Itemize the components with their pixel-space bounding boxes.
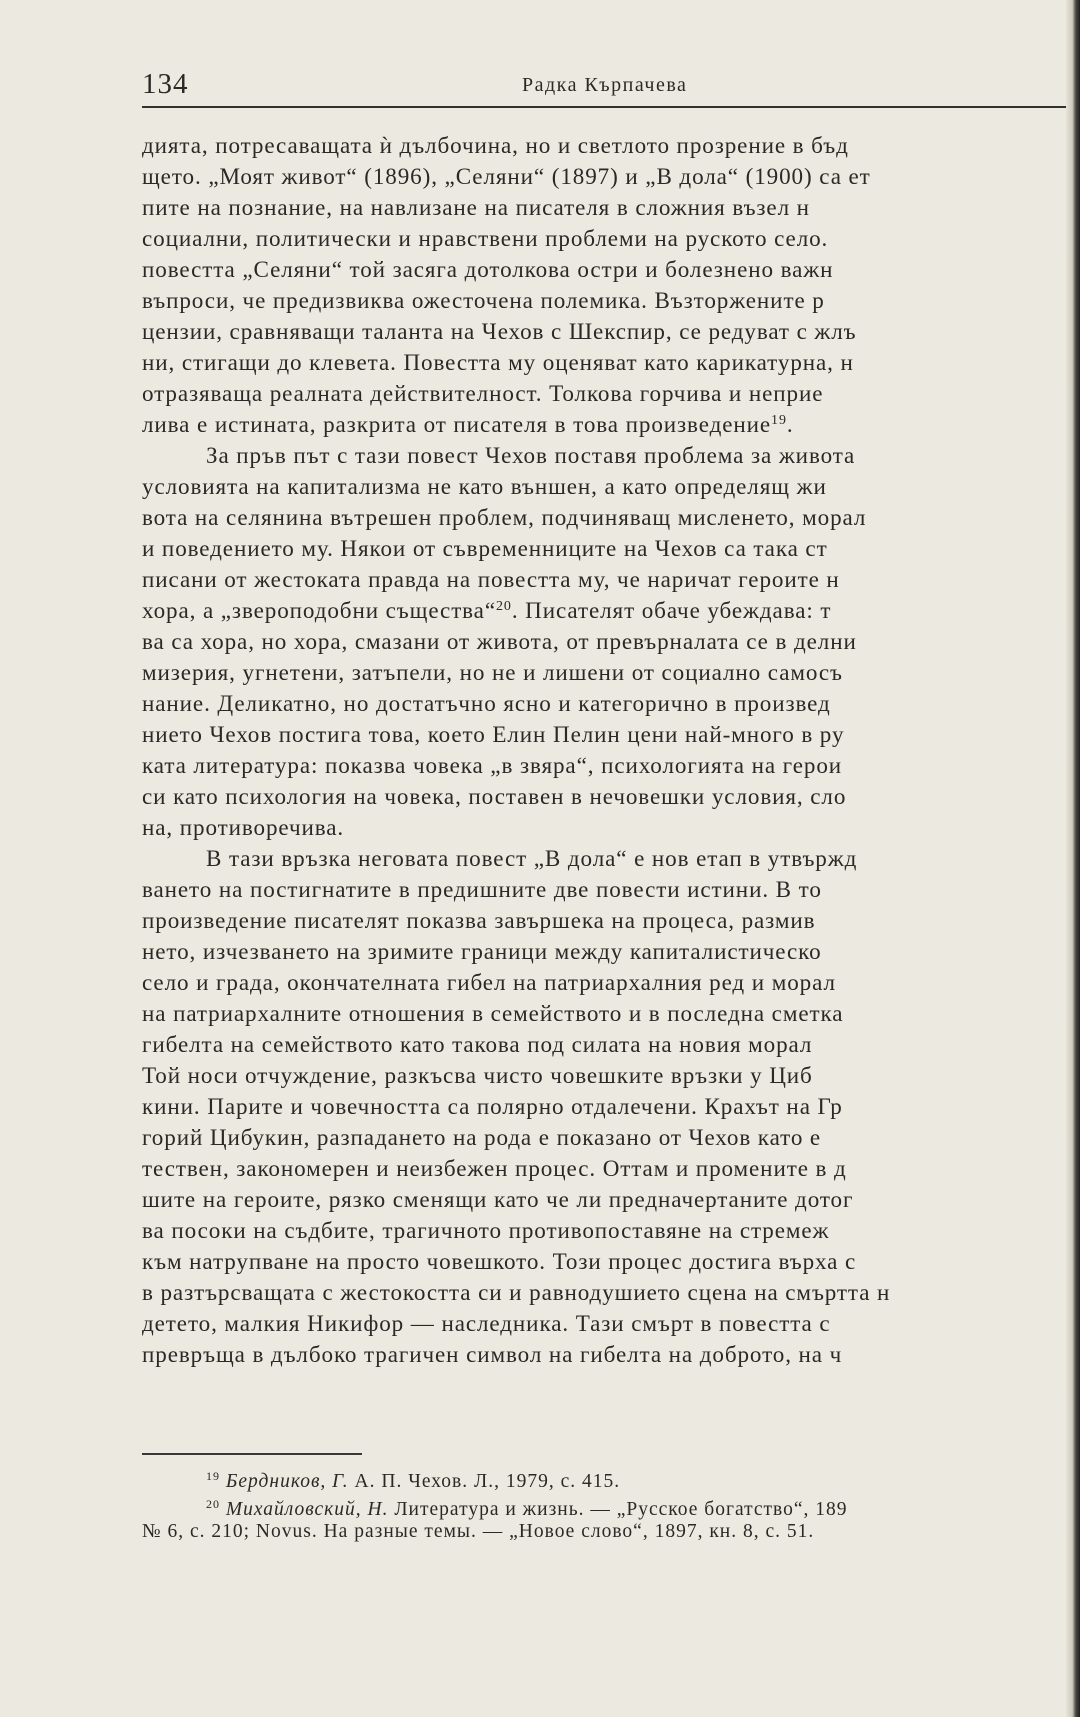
text-line: нето, изчезването на зримите граници между капиталистическо	[142, 938, 822, 964]
text-line: нание. Деликатно, но достатъчно ясно и категорично в произвед	[142, 690, 831, 716]
running-head: Радка Кърпачева	[522, 74, 688, 96]
text-line: повестта „Селяни“ той засяга дотолкова остри и болезнено важн	[142, 256, 834, 282]
text-line: ването на постигнатите в предишните две повести истини. В то	[142, 876, 822, 902]
text-line: ката литература: показва човека „в звяра“, психологията на герои	[142, 752, 843, 778]
text-line: писани от жестоката правда на повестта му, че наричат героите н	[142, 566, 840, 592]
text-line-tail: .	[786, 411, 794, 437]
text-line: си като психология на човека, поставен в нечовешки условия, сло	[142, 783, 847, 809]
footnote-20	[142, 1490, 1067, 1518]
text-line: село и града, окончателната гибел на патриархалния ред и морал	[142, 969, 836, 995]
text-line: ва посоки на съдбите, трагичното противопоставяне на стремеж	[142, 1217, 830, 1243]
footnote-rule	[142, 1453, 362, 1455]
footnotes	[142, 1462, 1067, 1546]
text-line-content: лива е истината, разкрита от писателя в това произведение	[142, 411, 772, 437]
page-edge-shadow	[1066, 0, 1080, 1717]
text-line: горий Цибукин, разпадането на рода е показано от Чехов като е	[142, 1124, 822, 1150]
text-line: и поведението му. Някои от съвременниците на Чехов са така ст	[142, 535, 828, 561]
footnote-text: А. П. Чехов. Л., 1979, с. 415.	[348, 1471, 621, 1492]
text-line: пите на познание, на навлизане на писателя в сложния възел н	[142, 194, 810, 220]
text-line: мизерия, угнетени, затъпели, но не и лишени от социално самосъ	[142, 659, 843, 685]
text-line	[142, 409, 1067, 440]
text-line: ни, стигащи до клевета. Повестта му оценяват като карикатурна, н	[142, 349, 854, 375]
paragraph-start-line: За пръв път с тази повест Чехов поставя проблема за живота	[206, 442, 856, 468]
text-line: на, противоречива.	[142, 814, 345, 840]
text-line: цензии, сравняващи таланта на Чехов с Шекспир, се редуват с жлъ	[142, 318, 857, 344]
footnote-number: 20	[206, 1497, 220, 1511]
text-line: вота на селянина вътрешен проблем, подчиняващ мисленето, морал	[142, 504, 867, 530]
text-line: социални, политически и нравствени проблеми на руското село.	[142, 225, 829, 251]
footnote-ref-19[interactable]: 19	[771, 413, 787, 428]
text-line: тествен, закономерен и неизбежен процес. Оттам и промените в д	[142, 1155, 847, 1181]
header-rule	[142, 106, 1066, 108]
text-line: нието Чехов постига това, което Елин Пелин цени най-много в ру	[142, 721, 845, 747]
footnote-author: Михайловский, Н.	[225, 1499, 389, 1520]
text-line: отразяваща реалната действителност. Толкова горчива и неприе	[142, 380, 824, 406]
footnote-number: 19	[206, 1469, 220, 1483]
page-header	[0, 68, 1080, 104]
text-line: на патриархалните отношения в семейството и в последна сметка	[142, 1000, 844, 1026]
footnote-author: Бердников, Г.	[225, 1471, 349, 1492]
text-line: кини. Парите и човечността са полярно отдалечени. Крахът на Гр	[142, 1093, 843, 1119]
text-line-content: хора, а „звероподобни същества“	[142, 597, 496, 623]
footnote-text: Литература и жизнь. — „Русское богатство“, 189	[388, 1499, 848, 1520]
text-line: ва са хора, но хора, смазани от живота, от превърналата се в делни	[142, 628, 857, 654]
text-line: детето, малкия Никифор — наследника. Тази смърт в повестта с	[142, 1310, 831, 1336]
body-text	[142, 130, 1067, 1370]
text-line: Той носи отчуждение, разкъсва чисто човешките връзки у Циб	[142, 1062, 813, 1088]
text-line	[142, 595, 1067, 626]
text-line: шите на героите, рязко сменящи като че ли предначертаните дотог	[142, 1186, 854, 1212]
text-line: въпроси, че предизвиква ожесточена полемика. Възторжените р	[142, 287, 825, 313]
text-line: в разтърсващата с жестокостта си и равнодушието сцена на смъртта н	[142, 1279, 891, 1305]
footnote-19	[142, 1462, 1067, 1490]
text-line: дията, потресаващата ѝ дълбочина, но и светлото прозрение в бъд	[142, 132, 849, 158]
text-line: условията на капитализма не като външен, а като определящ жи	[142, 473, 827, 499]
text-line: произведение писателят показва завършека на процеса, размив	[142, 907, 816, 933]
text-line-tail: . Писателят обаче убеждава: т	[511, 597, 832, 623]
paragraph-start-line: В тази връзка неговата повест „В дола“ е нов етап в утвържд	[206, 845, 858, 871]
text-line: към натрупване на просто човешкото. Този процес достига върха с	[142, 1248, 857, 1274]
text-line: щето. „Моят живот“ (1896), „Селяни“ (1897) и „В дола“ (1900) са ет	[142, 163, 871, 189]
text-line: гибелта на семейството като такова под силата на новия морал	[142, 1031, 813, 1057]
footnote-ref-20[interactable]: 20	[496, 599, 512, 614]
page-number: 134	[142, 68, 189, 100]
text-line: превръща в дълбоко трагичен символ на гибелта на доброто, на ч	[142, 1341, 843, 1367]
footnote-20-continuation: № 6, с. 210; Novus. На разные темы. — „Новое слово“, 1897, кн. 8, с. 51.	[142, 1521, 815, 1542]
